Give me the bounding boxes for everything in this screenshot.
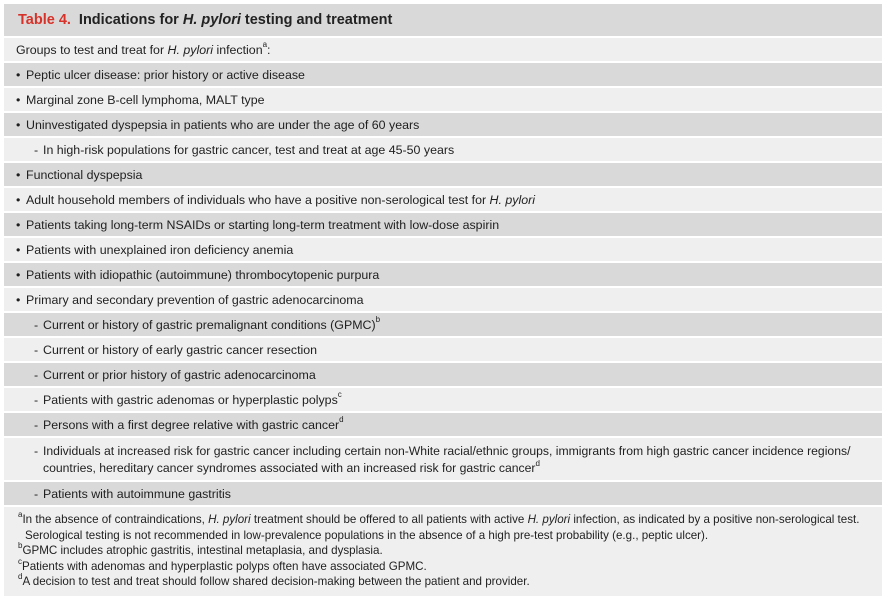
footnote-a	[18, 512, 870, 528]
row-sup: c	[337, 390, 342, 400]
header-colon: :	[267, 42, 271, 57]
bullet-icon: •	[16, 267, 21, 282]
table-row	[4, 336, 882, 361]
footnote-text: treatment should be offered to all patients with active	[253, 513, 525, 526]
row-text	[43, 443, 850, 477]
table-row	[4, 136, 882, 161]
footnote-text: In the absence of contraindications,	[22, 513, 205, 526]
table-row	[4, 361, 882, 386]
table-row	[4, 61, 882, 86]
footnote-c	[18, 556, 870, 575]
row-text-part: Current or history of gastric premalignant conditions (GPMC)	[43, 317, 376, 332]
row-text: In high-risk populations for gastric cancer, test and treat at age 45-50 years	[43, 142, 455, 157]
row-text: Uninvestigated dyspepsia in patients who are under the age of 60 years	[26, 117, 420, 132]
title-text-part1: Indications for	[78, 12, 179, 28]
footnote-text: infection, as indicated by a positive non-serological test.	[573, 513, 860, 526]
row-text: Current or prior history of gastric adenocarcinoma	[43, 367, 316, 382]
dash-icon: -	[34, 417, 39, 432]
row-text	[43, 317, 380, 333]
footnote-marker: a	[18, 510, 23, 520]
row-text-part: Adult household members of individuals who have a positive non-serological test for	[26, 192, 487, 207]
table-row	[4, 86, 882, 111]
footnote-marker: d	[18, 572, 23, 582]
footnote-d	[18, 574, 870, 590]
footnote-marker: c	[18, 556, 22, 566]
table-row	[4, 261, 882, 286]
footnote-b	[18, 543, 870, 559]
row-text-line1: Individuals at increased risk for gastric cancer including certain non-White racial/ethnic groups, immigrants from high gastric cancer incidence regions/	[43, 444, 851, 458]
row-sup: d	[535, 458, 540, 468]
row-sup: b	[375, 315, 381, 325]
table-footnotes	[4, 505, 882, 596]
table-row	[4, 186, 882, 211]
footnote-text: Patients with adenomas and hyperplastic polyps often have associated GPMC.	[22, 559, 427, 573]
row-text: Patients with idiopathic (autoimmune) thrombocytopenic purpura	[26, 267, 380, 282]
row-text: Patients with autoimmune gastritis	[43, 486, 232, 501]
indications-table	[4, 4, 882, 596]
header-part1: Groups to test and treat for	[16, 42, 165, 57]
dash-icon: -	[34, 444, 39, 458]
table-row	[4, 286, 882, 311]
bullet-icon: •	[16, 192, 21, 207]
footnote-marker: b	[18, 541, 23, 551]
row-italic: H. pylori	[489, 192, 535, 207]
footnote-text: A decision to test and treat should follow shared decision-making between the patient and provider.	[22, 575, 530, 588]
bullet-icon: •	[16, 217, 21, 232]
row-text	[43, 417, 344, 433]
table-row	[4, 211, 882, 236]
header-italic: H. pylori	[167, 42, 213, 57]
dash-icon: -	[34, 367, 39, 382]
dash-icon: -	[34, 142, 39, 157]
header-part2: infection	[216, 42, 263, 57]
dash-icon: -	[34, 342, 39, 357]
row-text: Peptic ulcer disease: prior history or active disease	[26, 67, 305, 82]
dash-icon: -	[34, 317, 39, 332]
title-text-part2: testing and treatment	[244, 12, 393, 28]
dash-icon: -	[34, 486, 39, 501]
dash-icon: -	[34, 392, 39, 407]
row-sup: d	[339, 415, 344, 425]
bullet-icon: •	[16, 92, 21, 107]
row-text	[26, 192, 535, 208]
table-row	[4, 411, 882, 436]
row-text: Current or history of early gastric cancer resection	[43, 342, 318, 357]
header-sup: a	[262, 40, 268, 50]
row-text: Patients with unexplained iron deficiency anemia	[26, 242, 294, 257]
table-title-text	[79, 12, 392, 28]
table-row	[4, 236, 882, 261]
title-italic: H. pylori	[182, 12, 241, 28]
bullet-icon: •	[16, 117, 21, 132]
table-row	[4, 386, 882, 411]
table-row	[4, 111, 882, 136]
table-row	[4, 311, 882, 336]
bullet-icon: •	[16, 167, 21, 182]
row-text: Patients taking long-term NSAIDs or starting long-term treatment with low-dose aspirin	[26, 217, 500, 232]
footnote-italic: H. pylori	[208, 513, 251, 526]
row-text-line2: countries, hereditary cancer syndromes associated with an increased risk for gastric cancer	[43, 461, 536, 475]
row-text-part: Patients with gastric adenomas or hyperplastic polyps	[43, 392, 338, 407]
bullet-icon: •	[16, 242, 21, 257]
table-row	[4, 161, 882, 186]
table-label: Table 4.	[18, 12, 71, 28]
row-text: Primary and secondary prevention of gastric adenocarcinoma	[26, 292, 364, 307]
table-row	[4, 436, 882, 480]
header-text	[16, 42, 271, 58]
row-text-part: Persons with a first degree relative with gastric cancer	[43, 417, 340, 432]
footnote-a-continued: Serological testing is not recommended in low-prevalence populations in the absence of a high pre-test probability (e.g., peptic ulcer).	[25, 528, 709, 542]
table-row	[4, 480, 882, 505]
footnote-text: GPMC includes atrophic gastritis, intestinal metaplasia, and dysplasia.	[22, 544, 383, 557]
table-title	[4, 4, 882, 36]
bullet-icon: •	[16, 292, 21, 307]
footnote-italic: H. pylori	[527, 513, 571, 526]
row-text	[43, 392, 342, 408]
row-text: Marginal zone B-cell lymphoma, MALT type	[26, 92, 265, 107]
row-text: Functional dyspepsia	[26, 167, 143, 182]
table-header-row	[4, 36, 882, 61]
bullet-icon: •	[16, 67, 21, 82]
